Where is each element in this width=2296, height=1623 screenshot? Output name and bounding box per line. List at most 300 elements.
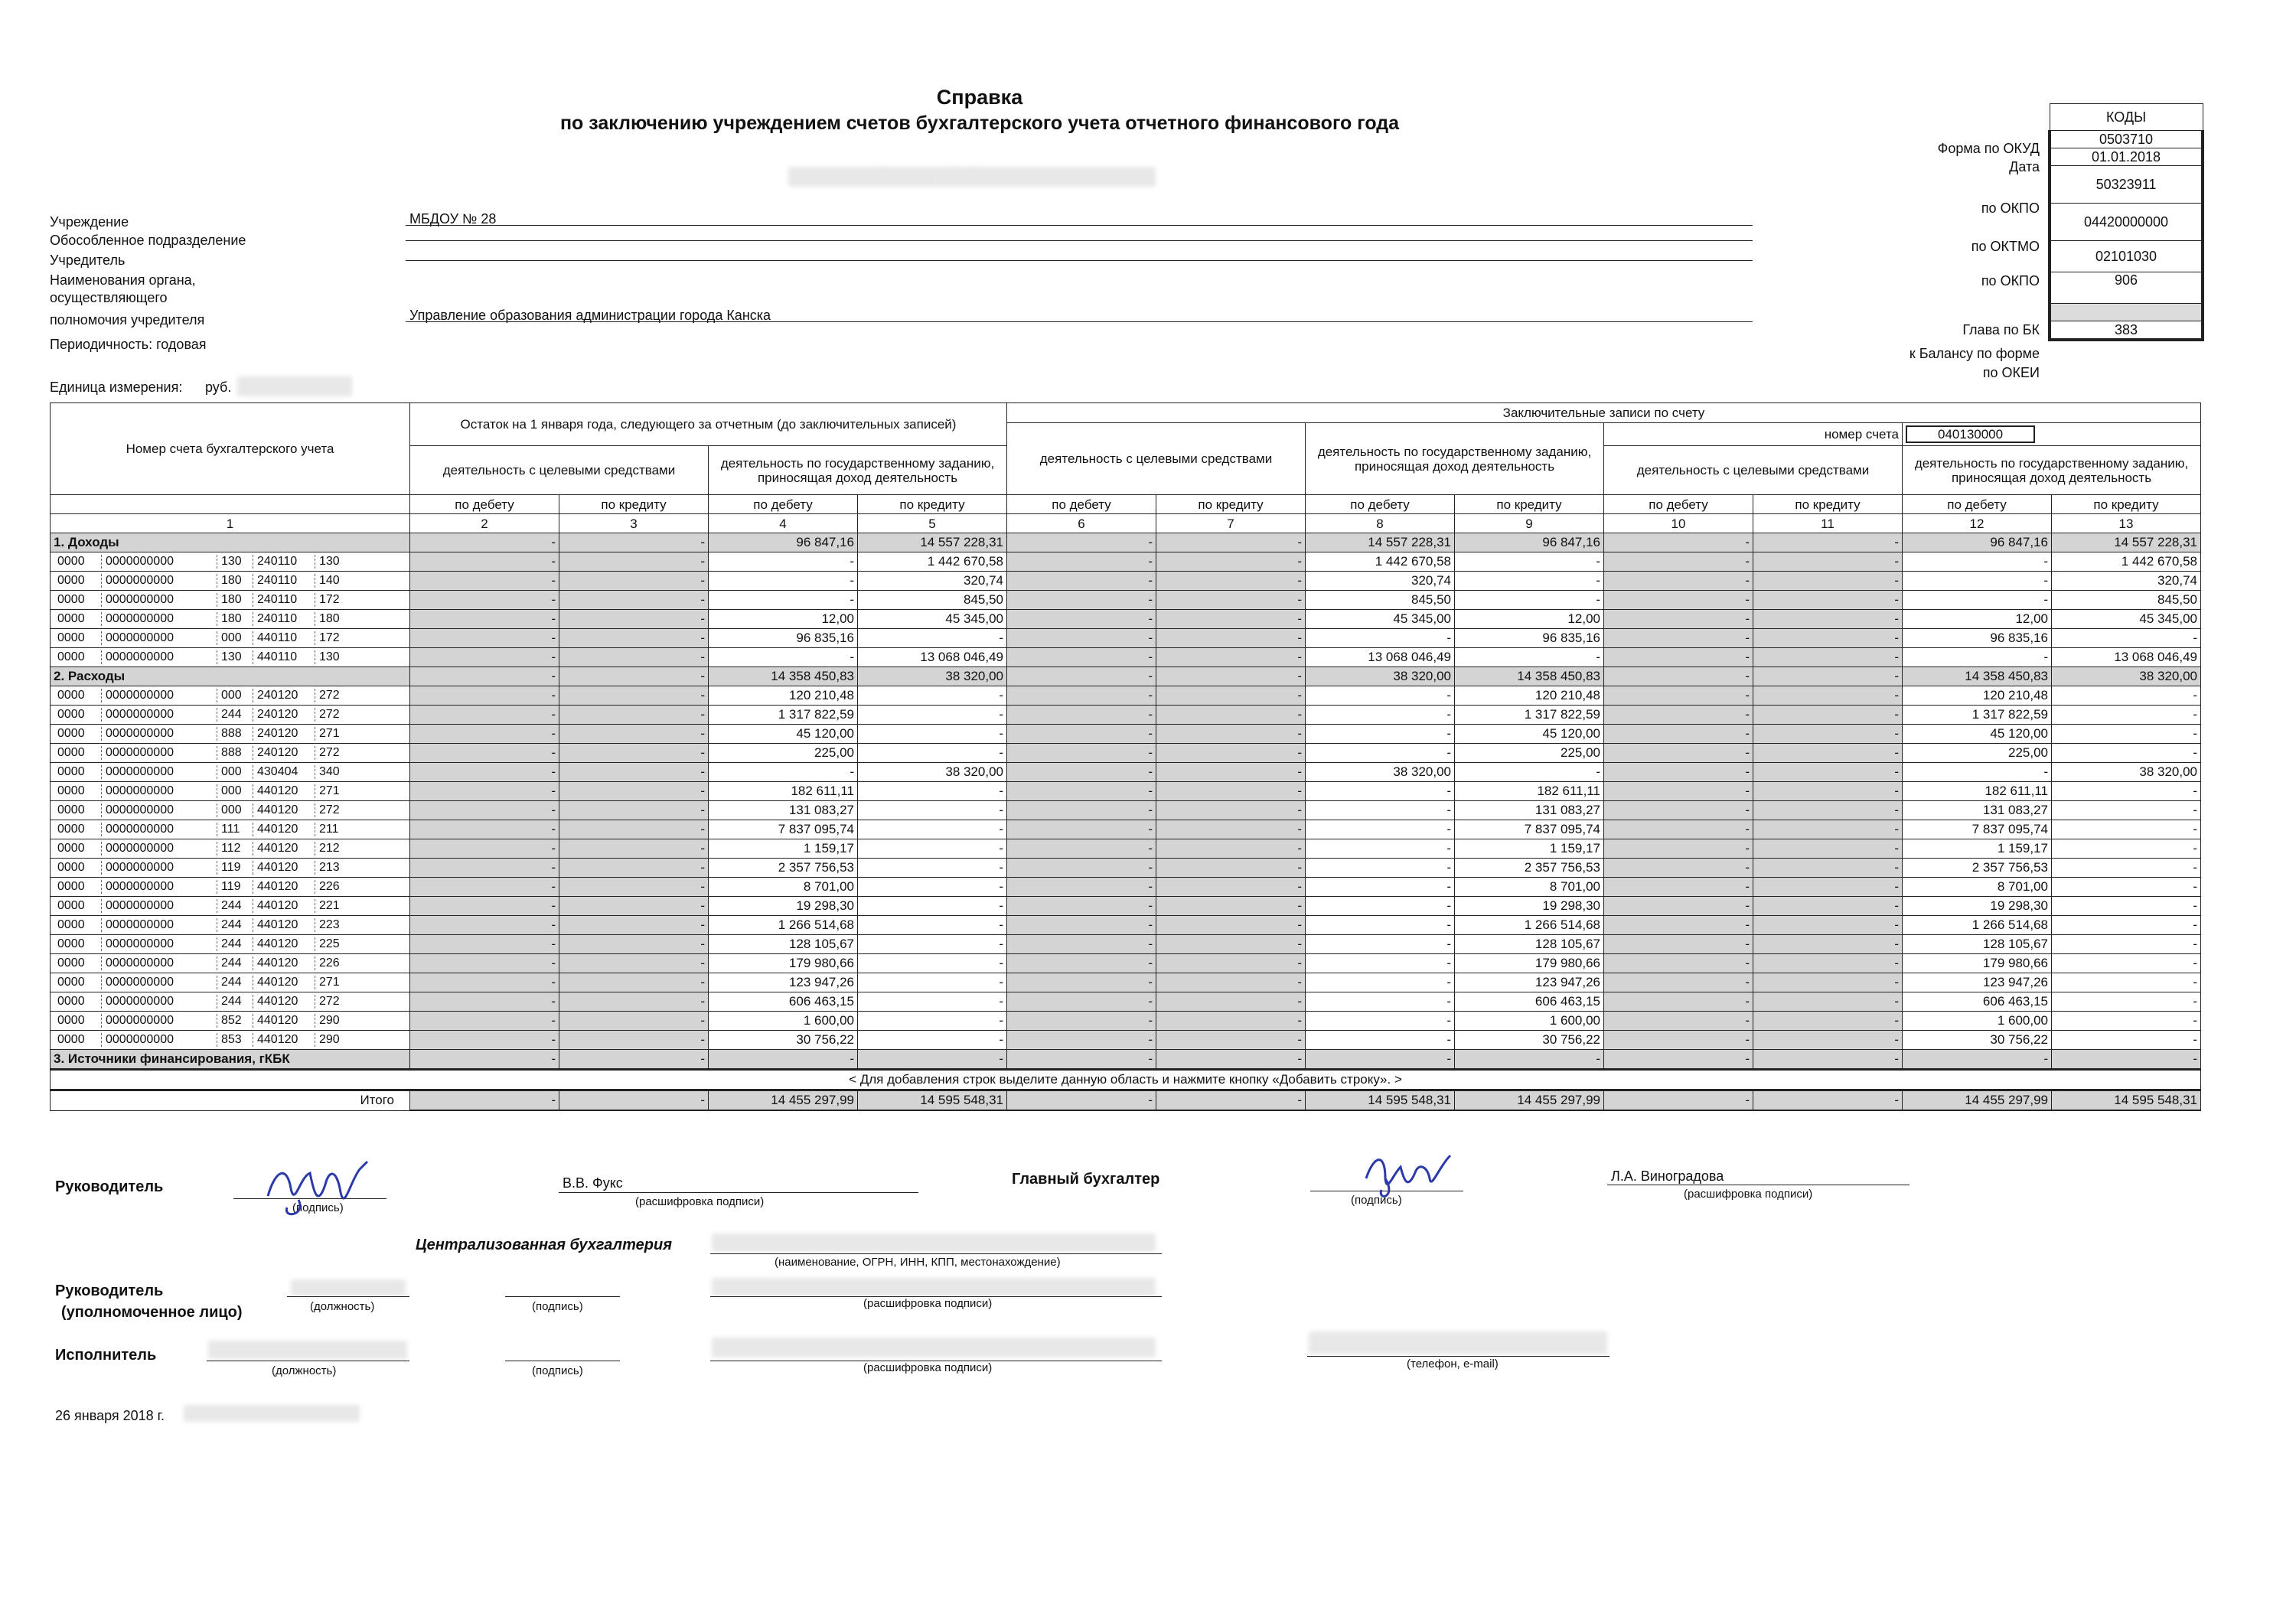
account-code-part: 0000000000 bbox=[102, 784, 217, 798]
account-code-part: 340 bbox=[319, 765, 340, 778]
value-cell: - bbox=[559, 533, 709, 552]
account-code-part: 226 bbox=[319, 880, 340, 893]
code-label-bk: Глава по БК bbox=[1962, 322, 2040, 337]
value-cell: - bbox=[1007, 591, 1156, 610]
value-cell: - bbox=[1753, 992, 1903, 1012]
table-row bbox=[51, 763, 2201, 782]
value-cell: 1 159,17 bbox=[709, 839, 858, 859]
account-code bbox=[51, 629, 410, 648]
value-cell: - bbox=[559, 1012, 709, 1031]
signing-date: 26 января 2018 г. bbox=[55, 1408, 165, 1423]
account-code-part: 0000 bbox=[54, 880, 102, 894]
value-cell: 606 463,15 bbox=[1903, 992, 2052, 1012]
account-code-part: 440120 bbox=[253, 957, 315, 970]
value-cell: - bbox=[1604, 591, 1753, 610]
value-cell: - bbox=[1604, 667, 1753, 686]
value-cell: - bbox=[410, 820, 559, 839]
value-cell: - bbox=[410, 897, 559, 916]
authority-value: Управление образования администрации города Канска bbox=[409, 308, 771, 323]
value-cell: - bbox=[1604, 744, 1753, 763]
value-cell: - bbox=[858, 820, 1007, 839]
value-cell: - bbox=[410, 859, 559, 878]
code-okei: 383 bbox=[2050, 321, 2203, 341]
value-cell: - bbox=[1604, 1031, 1753, 1050]
value-cell: 38 320,00 bbox=[858, 763, 1007, 782]
account-code-part: 888 bbox=[217, 727, 253, 741]
table-row bbox=[51, 859, 2201, 878]
account-code-part: 853 bbox=[217, 1033, 253, 1047]
value-cell: 19 298,30 bbox=[709, 897, 858, 916]
account-code bbox=[51, 859, 410, 878]
account-code-part: 0000000000 bbox=[102, 937, 217, 951]
value-cell: - bbox=[858, 992, 1007, 1012]
account-code-part: 0000000000 bbox=[102, 727, 217, 741]
account-code-part: 119 bbox=[217, 861, 253, 875]
code-label-okud: Форма по ОКУД bbox=[1937, 141, 2040, 156]
value-cell: 19 298,30 bbox=[1903, 897, 2052, 916]
value-cell: - bbox=[1306, 878, 1455, 897]
chief-signature-image bbox=[1355, 1144, 1462, 1209]
account-code-part: 112 bbox=[217, 842, 253, 855]
account-code-part: 0000 bbox=[54, 1033, 102, 1047]
account-code-part: 140 bbox=[319, 574, 340, 587]
account-code-part: 180 bbox=[319, 612, 340, 625]
value-cell: - bbox=[1007, 706, 1156, 725]
add-rows-hint: < Для добавления строк выделите данную область и нажмите кнопку «Добавить строку». > bbox=[51, 1070, 2201, 1090]
value-cell: 128 105,67 bbox=[1903, 935, 2052, 954]
account-code bbox=[51, 1031, 410, 1050]
value-cell: - bbox=[1306, 859, 1455, 878]
value-cell: 1 266 514,68 bbox=[1903, 916, 2052, 935]
value-cell: 182 611,11 bbox=[1903, 782, 2052, 801]
value-cell: 1 600,00 bbox=[709, 1012, 858, 1031]
value-cell: - bbox=[1903, 572, 2052, 591]
section-title: 3. Источники финансирования, гКБК bbox=[51, 1050, 410, 1070]
value-cell: - bbox=[1007, 572, 1156, 591]
account-code-part: 211 bbox=[319, 823, 339, 836]
total-value: - bbox=[410, 1090, 559, 1111]
value-cell: - bbox=[1156, 1031, 1306, 1050]
value-cell: 225,00 bbox=[709, 744, 858, 763]
value-cell: - bbox=[858, 629, 1007, 648]
column-number: 13 bbox=[2052, 514, 2201, 533]
total-row bbox=[51, 1090, 2201, 1111]
value-cell: - bbox=[2052, 916, 2201, 935]
account-code bbox=[51, 572, 410, 591]
chief-accountant-name: Л.А. Виноградова bbox=[1611, 1168, 1724, 1184]
value-cell: - bbox=[1156, 610, 1306, 629]
value-cell: 2 357 756,53 bbox=[1455, 859, 1604, 878]
value-cell: - bbox=[1156, 820, 1306, 839]
value-cell: - bbox=[1007, 610, 1156, 629]
account-code-part: 0000000000 bbox=[102, 708, 217, 722]
column-number: 11 bbox=[1753, 514, 1903, 533]
account-code bbox=[51, 839, 410, 859]
value-cell: - bbox=[1753, 878, 1903, 897]
head-signature-image bbox=[253, 1154, 383, 1223]
value-cell: - bbox=[1306, 801, 1455, 820]
value-cell: 45 120,00 bbox=[1903, 725, 2052, 744]
account-code bbox=[51, 1012, 410, 1031]
value-cell: 8 701,00 bbox=[1903, 878, 2052, 897]
value-cell: - bbox=[2052, 706, 2201, 725]
value-cell: 225,00 bbox=[1903, 744, 2052, 763]
value-cell: - bbox=[1007, 552, 1156, 572]
value-cell: - bbox=[1306, 1050, 1455, 1070]
table-row bbox=[51, 725, 2201, 744]
account-code-part: 440110 bbox=[253, 650, 315, 664]
header-debit: по дебету bbox=[410, 495, 559, 514]
value-cell: - bbox=[1604, 916, 1753, 935]
header-credit: по кредиту bbox=[858, 495, 1007, 514]
header-final2-state: деятельность по государственному заданию, приносящая доход деятельность bbox=[1903, 446, 2201, 495]
header-balance: Остаток на 1 января года, следующего за отчетным (до заключительных записей) bbox=[410, 403, 1007, 446]
value-cell: - bbox=[1156, 667, 1306, 686]
account-code-part: 290 bbox=[319, 1033, 340, 1046]
code-label-date: Дата bbox=[2009, 159, 2040, 174]
account-code-part: 0000000000 bbox=[102, 746, 217, 760]
code-label-balance: к Балансу по форме bbox=[1909, 346, 2040, 361]
account-code-part: 440120 bbox=[253, 1014, 315, 1028]
value-cell: 14 557 228,31 bbox=[858, 533, 1007, 552]
value-cell: - bbox=[410, 935, 559, 954]
value-cell: - bbox=[1156, 1012, 1306, 1031]
value-cell: - bbox=[1156, 552, 1306, 572]
table-row bbox=[51, 1031, 2201, 1050]
value-cell: - bbox=[1604, 648, 1753, 667]
value-cell: - bbox=[1306, 820, 1455, 839]
account-code-part: 440120 bbox=[253, 861, 315, 875]
value-cell: - bbox=[1903, 763, 2052, 782]
value-cell: 1 600,00 bbox=[1455, 1012, 1604, 1031]
value-cell: - bbox=[1007, 1012, 1156, 1031]
account-code bbox=[51, 878, 410, 897]
value-cell: - bbox=[1007, 648, 1156, 667]
value-cell: - bbox=[1604, 763, 1753, 782]
value-cell: - bbox=[1753, 935, 1903, 954]
value-cell: 845,50 bbox=[1306, 591, 1455, 610]
value-cell: - bbox=[1007, 533, 1156, 552]
value-cell: - bbox=[1604, 801, 1753, 820]
value-cell: - bbox=[1306, 744, 1455, 763]
account-code-part: 0000000000 bbox=[102, 842, 217, 855]
account-code-part: 0000 bbox=[54, 957, 102, 970]
account-code-part: 225 bbox=[319, 937, 340, 950]
value-cell: 123 947,26 bbox=[709, 973, 858, 992]
document-title: Справка bbox=[936, 86, 1023, 109]
label-subdivision: Обособленное подразделение bbox=[50, 233, 246, 248]
account-code-part: 212 bbox=[319, 842, 340, 855]
value-cell: - bbox=[1007, 954, 1156, 973]
value-cell: 1 159,17 bbox=[1903, 839, 2052, 859]
account-code-part: 0000000000 bbox=[102, 976, 217, 989]
value-cell: - bbox=[1604, 935, 1753, 954]
value-cell: - bbox=[1007, 1050, 1156, 1070]
value-cell: - bbox=[559, 973, 709, 992]
label-authority-1: Наименования органа, bbox=[50, 272, 196, 288]
account-code-part: 0000 bbox=[54, 708, 102, 722]
account-code bbox=[51, 897, 410, 916]
value-cell: 2 357 756,53 bbox=[1903, 859, 2052, 878]
value-cell: - bbox=[559, 878, 709, 897]
value-cell: 1 442 670,58 bbox=[2052, 552, 2201, 572]
value-cell: - bbox=[2052, 629, 2201, 648]
value-cell: - bbox=[410, 725, 559, 744]
value-cell: - bbox=[858, 686, 1007, 706]
header-final-target: деятельность с целевыми средствами bbox=[1007, 423, 1306, 495]
account-code bbox=[51, 992, 410, 1012]
code-okpo-2: 02101030 bbox=[2050, 241, 2203, 272]
account-code-part: 111 bbox=[217, 823, 253, 836]
value-cell: - bbox=[1604, 992, 1753, 1012]
value-cell: - bbox=[709, 572, 858, 591]
value-cell: - bbox=[559, 552, 709, 572]
account-code-part: 130 bbox=[319, 555, 340, 568]
value-cell: 2 357 756,53 bbox=[709, 859, 858, 878]
head-decode-caption: (расшифровка подписи) bbox=[635, 1195, 765, 1208]
account-code-part: 271 bbox=[319, 727, 340, 740]
total-value: 14 595 548,31 bbox=[858, 1090, 1007, 1111]
account-code bbox=[51, 935, 410, 954]
value-cell: - bbox=[709, 763, 858, 782]
code-okpo: 50323911 bbox=[2050, 166, 2203, 204]
account-code-part: 244 bbox=[217, 918, 253, 932]
account-code-part: 0000 bbox=[54, 631, 102, 645]
value-cell: - bbox=[559, 706, 709, 725]
account-code-part: 440120 bbox=[253, 937, 315, 951]
value-cell: - bbox=[1604, 706, 1753, 725]
value-cell: - bbox=[1753, 1031, 1903, 1050]
value-cell: 13 068 046,49 bbox=[858, 648, 1007, 667]
value-cell: 30 756,22 bbox=[709, 1031, 858, 1050]
column-number: 4 bbox=[709, 514, 858, 533]
chief-signature-caption: (подпись) bbox=[1351, 1194, 1402, 1207]
account-code-part: 440110 bbox=[253, 631, 315, 645]
account-code bbox=[51, 763, 410, 782]
value-cell: - bbox=[410, 1050, 559, 1070]
account-code-part: 240110 bbox=[253, 555, 315, 569]
section-title: 2. Расходы bbox=[51, 667, 410, 686]
value-cell: - bbox=[858, 1012, 1007, 1031]
header-account-no-label: номер счета bbox=[1604, 423, 1903, 446]
value-cell: - bbox=[410, 591, 559, 610]
value-cell: 12,00 bbox=[1455, 610, 1604, 629]
value-cell: 96 835,16 bbox=[1903, 629, 2052, 648]
total-value: 14 455 297,99 bbox=[709, 1090, 858, 1111]
value-cell: 320,74 bbox=[858, 572, 1007, 591]
label-authority-2: осуществляющего bbox=[50, 290, 168, 305]
value-cell: 96 847,16 bbox=[1903, 533, 2052, 552]
value-cell: 1 600,00 bbox=[1903, 1012, 2052, 1031]
value-cell: - bbox=[1455, 648, 1604, 667]
account-code-part: 272 bbox=[319, 995, 340, 1008]
value-cell: - bbox=[858, 706, 1007, 725]
value-cell: - bbox=[1604, 552, 1753, 572]
value-cell: - bbox=[1753, 610, 1903, 629]
code-date: 01.01.2018 bbox=[2050, 148, 2203, 166]
value-cell: - bbox=[1455, 591, 1604, 610]
value-cell: - bbox=[410, 629, 559, 648]
account-code-part: 0000000000 bbox=[102, 957, 217, 970]
value-cell: - bbox=[1604, 1050, 1753, 1070]
value-cell: - bbox=[1604, 897, 1753, 916]
value-cell: - bbox=[2052, 820, 2201, 839]
account-code-part: 180 bbox=[217, 612, 253, 626]
value-cell: - bbox=[559, 897, 709, 916]
account-code-part: 440120 bbox=[253, 918, 315, 932]
column-number: 8 bbox=[1306, 514, 1455, 533]
value-cell: - bbox=[559, 1050, 709, 1070]
total-value: - bbox=[1604, 1090, 1753, 1111]
value-cell: - bbox=[559, 859, 709, 878]
account-code-part: 172 bbox=[319, 593, 340, 606]
header-final2-target: деятельность с целевыми средствами bbox=[1604, 446, 1903, 495]
value-cell: - bbox=[1156, 1050, 1306, 1070]
value-cell: - bbox=[2052, 1031, 2201, 1050]
value-cell: 19 298,30 bbox=[1455, 897, 1604, 916]
value-cell: - bbox=[559, 801, 709, 820]
account-code-part: 240110 bbox=[253, 612, 315, 626]
chief-decode-caption: (расшифровка подписи) bbox=[1684, 1188, 1813, 1201]
value-cell: 179 980,66 bbox=[1455, 954, 1604, 973]
value-cell: - bbox=[1306, 782, 1455, 801]
value-cell: - bbox=[1753, 973, 1903, 992]
value-cell: - bbox=[1753, 744, 1903, 763]
value-cell: - bbox=[1156, 973, 1306, 992]
value-cell: - bbox=[1604, 859, 1753, 878]
header-debit: по дебету bbox=[1306, 495, 1455, 514]
account-code-part: 0000000000 bbox=[102, 765, 217, 779]
value-cell: - bbox=[410, 973, 559, 992]
account-code-part: 0000000000 bbox=[102, 995, 217, 1009]
table-row bbox=[51, 954, 2201, 973]
account-code-part: 180 bbox=[217, 574, 253, 588]
value-cell: - bbox=[559, 916, 709, 935]
table-row bbox=[51, 629, 2201, 648]
account-code-part: 240110 bbox=[253, 574, 315, 588]
value-cell: - bbox=[1156, 629, 1306, 648]
value-cell: - bbox=[1306, 706, 1455, 725]
value-cell: - bbox=[559, 629, 709, 648]
position-caption-2: (должность) bbox=[272, 1364, 337, 1377]
header-credit: по кредиту bbox=[1753, 495, 1903, 514]
account-code-part: 180 bbox=[217, 593, 253, 607]
account-code-part: 244 bbox=[217, 937, 253, 951]
column-number: 2 bbox=[410, 514, 559, 533]
value-cell: - bbox=[2052, 973, 2201, 992]
account-code-part: 271 bbox=[319, 976, 340, 989]
value-cell: - bbox=[1753, 801, 1903, 820]
main-table bbox=[50, 402, 2201, 1111]
account-code-part: 0000000000 bbox=[102, 803, 217, 817]
account-code-part: 0000 bbox=[54, 861, 102, 875]
document-subtitle: по заключению учреждением счетов бухгалтерского учета отчетного финансового года bbox=[559, 112, 1400, 134]
section-title: 1. Доходы bbox=[51, 533, 410, 552]
account-code-part: 0000000000 bbox=[102, 650, 217, 664]
value-cell: 8 701,00 bbox=[709, 878, 858, 897]
section-row bbox=[51, 1050, 2201, 1070]
account-code-part: 0000000000 bbox=[102, 861, 217, 875]
value-cell: - bbox=[1007, 1031, 1156, 1050]
table-row bbox=[51, 552, 2201, 572]
value-cell: - bbox=[1007, 973, 1156, 992]
account-code-part: 0000 bbox=[54, 727, 102, 741]
value-cell: 30 756,22 bbox=[1903, 1031, 2052, 1050]
header-debit: по дебету bbox=[709, 495, 858, 514]
table-row bbox=[51, 686, 2201, 706]
account-code-part: 440120 bbox=[253, 1033, 315, 1047]
value-cell: - bbox=[410, 1031, 559, 1050]
head-authorized-label-1: Руководитель bbox=[55, 1282, 164, 1299]
account-code-part: 0000 bbox=[54, 937, 102, 951]
table-row bbox=[51, 706, 2201, 725]
value-cell: - bbox=[1156, 782, 1306, 801]
value-cell: - bbox=[410, 706, 559, 725]
account-code-part: 240120 bbox=[253, 727, 315, 741]
value-cell: - bbox=[1306, 629, 1455, 648]
value-cell: - bbox=[1007, 878, 1156, 897]
chief-accountant-label: Главный бухгалтер bbox=[1012, 1171, 1160, 1188]
table-row bbox=[51, 992, 2201, 1012]
column-number: 1 bbox=[51, 514, 410, 533]
account-code bbox=[51, 552, 410, 572]
table-row bbox=[51, 1012, 2201, 1031]
label-periodicity: Периодичность: годовая bbox=[50, 337, 207, 352]
value-cell: - bbox=[1604, 686, 1753, 706]
value-cell: - bbox=[1156, 648, 1306, 667]
value-cell: - bbox=[1753, 648, 1903, 667]
value-cell: - bbox=[410, 916, 559, 935]
central-accounting-label: Централизованная бухгалтерия bbox=[416, 1237, 672, 1253]
value-cell: - bbox=[1306, 725, 1455, 744]
value-cell: - bbox=[410, 801, 559, 820]
value-cell: - bbox=[1306, 1031, 1455, 1050]
account-code-part: 0000000000 bbox=[102, 631, 217, 645]
value-cell: 128 105,67 bbox=[709, 935, 858, 954]
value-cell: - bbox=[1753, 725, 1903, 744]
value-cell: - bbox=[1007, 782, 1156, 801]
section-row bbox=[51, 533, 2201, 552]
value-cell: 1 159,17 bbox=[1455, 839, 1604, 859]
value-cell: - bbox=[410, 954, 559, 973]
head-label: Руководитель bbox=[55, 1178, 164, 1195]
header-debit: по дебету bbox=[1604, 495, 1753, 514]
value-cell: - bbox=[858, 801, 1007, 820]
value-cell: - bbox=[1604, 533, 1753, 552]
account-code-part: 223 bbox=[319, 918, 340, 931]
value-cell: 131 083,27 bbox=[709, 801, 858, 820]
value-cell: - bbox=[410, 667, 559, 686]
value-cell: 45 345,00 bbox=[858, 610, 1007, 629]
value-cell: 606 463,15 bbox=[709, 992, 858, 1012]
value-cell: - bbox=[2052, 859, 2201, 878]
value-cell: 38 320,00 bbox=[858, 667, 1007, 686]
institution-value: МБДОУ № 28 bbox=[409, 211, 497, 227]
value-cell: 14 358 450,83 bbox=[709, 667, 858, 686]
total-value: 14 595 548,31 bbox=[1306, 1090, 1455, 1111]
value-cell: - bbox=[1753, 591, 1903, 610]
value-cell: - bbox=[1455, 572, 1604, 591]
value-cell: - bbox=[1156, 686, 1306, 706]
account-code-part: 0000 bbox=[54, 976, 102, 989]
account-code-part: 888 bbox=[217, 746, 253, 760]
code-okud: 0503710 bbox=[2050, 131, 2203, 148]
account-code-part: 0000 bbox=[54, 899, 102, 913]
value-cell: - bbox=[1753, 859, 1903, 878]
value-cell: - bbox=[1156, 572, 1306, 591]
code-oktmo: 04420000000 bbox=[2050, 204, 2203, 241]
account-code-part: 0000 bbox=[54, 555, 102, 569]
